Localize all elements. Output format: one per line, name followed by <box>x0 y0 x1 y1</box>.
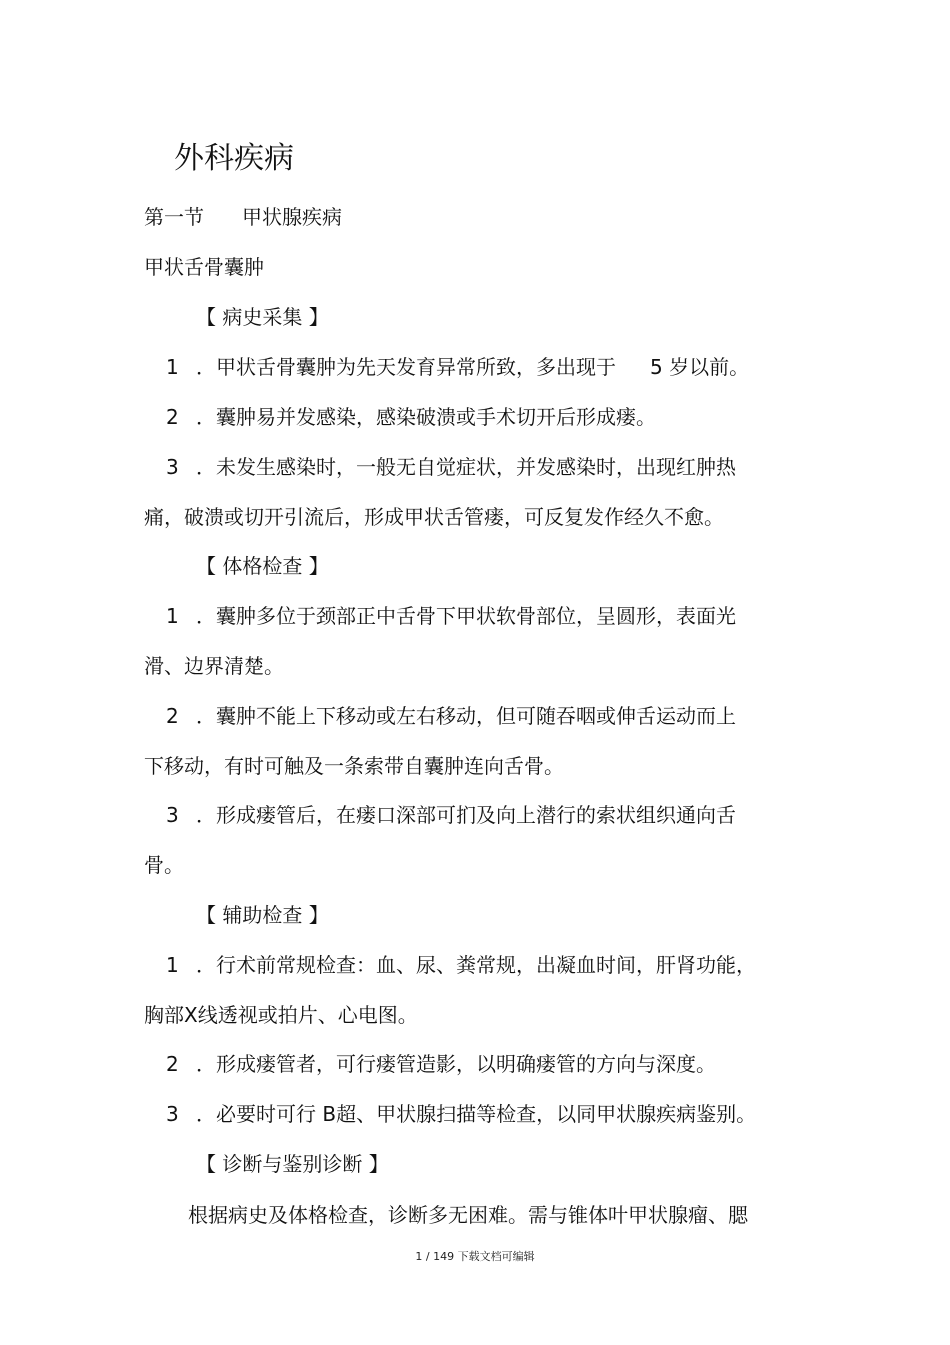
exam-item-2: 2 ．囊肿不能上下移动或左右移动，但可随吞咽或伸舌运动而上 <box>166 704 736 728</box>
exam-heading: 【 体格检查 】 <box>196 554 329 578</box>
history-item-1-text: 甲状舌骨囊肿为先天发育异常所致，多出现于 <box>216 355 616 379</box>
diagnosis-text: 根据病史及体格检查，诊断多无困难。需与锥体叶甲状腺瘤、腮 <box>188 1203 748 1227</box>
exam-item-3-continuation: 骨。 <box>144 853 184 877</box>
section-name: 甲状腺疾病 <box>242 205 342 229</box>
history-item-1-num: 1 <box>166 355 179 379</box>
history-heading: 【 病史采集 】 <box>196 305 329 329</box>
history-item-2-text: 囊肿易并发感染，感染破溃或手术切开后形成瘘。 <box>216 405 656 429</box>
document-title: 外科疾病 <box>174 141 294 176</box>
aux-item-1-text: 行术前常规检查：血、尿、粪常规，出凝血时间，肝肾功能， <box>216 953 756 977</box>
aux-heading: 【 辅助检查 】 <box>196 903 329 927</box>
section-heading <box>144 205 342 229</box>
exam-item-3-num: 3 <box>166 803 179 827</box>
aux-item-2-text: 形成瘘管者，可行瘘管造影，以明确瘘管的方向与深度。 <box>216 1052 716 1076</box>
aux-item-3: 3 ．必要时可行 B超、甲状腺扫描等检查，以同甲状腺疾病鉴别。 <box>166 1102 757 1126</box>
exam-item-2-text: 囊肿不能上下移动或左右移动，但可随吞咽或伸舌运动而上 <box>216 704 736 728</box>
exam-item-3: 3 ．形成瘘管后，在瘘口深部可扪及向上潜行的索状组织通向舌 <box>166 803 736 827</box>
aux-item-2: 2 ．形成瘘管者，可行瘘管造影，以明确瘘管的方向与深度。 <box>166 1052 716 1076</box>
history-item-3-num: 3 <box>166 455 179 479</box>
aux-item-3-num: 3 <box>166 1102 179 1126</box>
aux-item-1-continuation: 胸部X线透视或拍片、心电图。 <box>144 1003 418 1027</box>
aux-item-3-text: 必要时可行 B超、甲状腺扫描等检查，以同甲状腺疾病鉴别。 <box>216 1102 757 1126</box>
exam-item-2-continuation: 下移动，有时可触及一条索带自囊肿连向舌骨。 <box>144 754 564 778</box>
diagnosis-heading: 【 诊断与鉴别诊断 】 <box>196 1152 389 1176</box>
history-item-3-text: 未发生感染时，一般无自觉症状，并发感染时，出现红肿热 <box>216 455 736 479</box>
exam-item-2-num: 2 <box>166 704 179 728</box>
topic-heading: 甲状舌骨囊肿 <box>144 255 264 279</box>
history-item-1-text-end: 5 岁以前。 <box>650 355 750 379</box>
aux-item-1: 1 ．行术前常规检查：血、尿、粪常规，出凝血时间，肝肾功能， <box>166 953 756 977</box>
exam-item-3-text: 形成瘘管后，在瘘口深部可扪及向上潜行的索状组织通向舌 <box>216 803 736 827</box>
aux-item-1-num: 1 <box>166 953 179 977</box>
exam-item-1-text: 囊肿多位于颈部正中舌骨下甲状软骨部位，呈圆形，表面光 <box>216 604 736 628</box>
exam-item-1-continuation: 滑、边界清楚。 <box>144 654 284 678</box>
history-item-2: 2 ．囊肿易并发感染，感染破溃或手术切开后形成瘘。 <box>166 405 656 429</box>
page-footer: 1 / 149 下载文档可编辑 <box>415 1250 535 1263</box>
exam-item-1-num: 1 <box>166 604 179 628</box>
exam-item-1: 1 ．囊肿多位于颈部正中舌骨下甲状软骨部位，呈圆形，表面光 <box>166 604 736 628</box>
history-item-1: 1 ．甲状舌骨囊肿为先天发育异常所致，多出现于 5 岁以前。 <box>166 355 750 379</box>
history-item-2-num: 2 <box>166 405 179 429</box>
section-number: 第一节 <box>144 205 204 229</box>
history-item-3: 3 ．未发生感染时，一般无自觉症状，并发感染时，出现红肿热 <box>166 455 736 479</box>
history-item-3-continuation: 痛，破溃或切开引流后，形成甲状舌管瘘，可反复发作经久不愈。 <box>144 505 724 529</box>
aux-item-2-num: 2 <box>166 1052 179 1076</box>
